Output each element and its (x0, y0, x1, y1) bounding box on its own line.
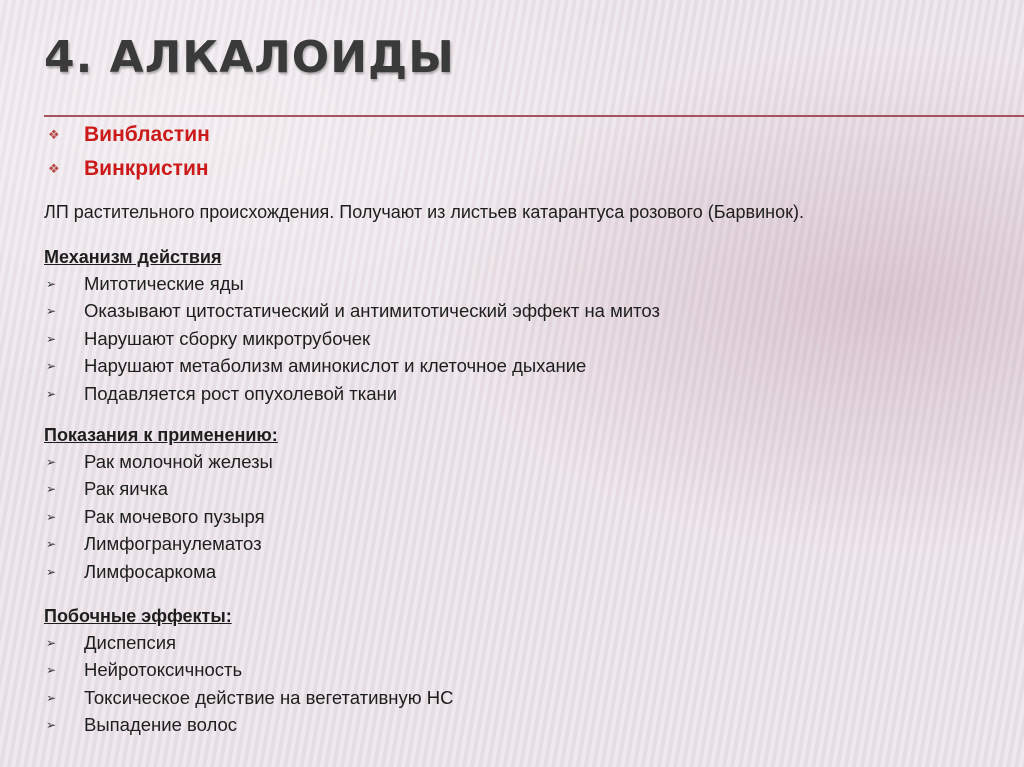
list-item (44, 476, 278, 504)
list-item-text: Рак молочной железы (84, 450, 273, 472)
list-item-text: Подавляется рост опухолевой ткани (84, 382, 398, 404)
list-item-text: Лимфогранулематоз (84, 533, 262, 555)
list-item-text: Диспепсия (84, 631, 177, 653)
arrow-icon: ➢ (46, 482, 57, 497)
list-item (44, 657, 454, 685)
list-item-text: Нейротоксичность (84, 659, 243, 681)
arrow-icon: ➢ (46, 690, 57, 705)
arrow-icon: ➢ (46, 359, 57, 374)
list-item (44, 712, 454, 740)
list-item-text: Рак мочевого пузыря (84, 505, 265, 527)
diamond-icon: ❖ (48, 161, 60, 176)
list-item (44, 629, 454, 657)
list-item-text: Нарушают сборку микротрубочек (84, 327, 371, 349)
arrow-icon: ➢ (46, 331, 57, 346)
list-item (44, 448, 278, 476)
arrow-icon: ➢ (46, 454, 57, 469)
section-heading: Механизм действия (44, 247, 222, 267)
drug-name: Винбластин (84, 123, 210, 146)
list-item (44, 353, 660, 381)
list-item (44, 684, 454, 712)
list-item (44, 503, 278, 531)
list-item (44, 325, 660, 353)
list-item (44, 270, 660, 298)
list-item-text: Митотические яды (84, 272, 244, 294)
slide-title: 4. АЛКАЛОИДЫ (44, 32, 455, 83)
arrow-icon: ➢ (46, 509, 57, 524)
section-heading: Показания к применению: (44, 425, 278, 445)
bullet-list (44, 270, 660, 408)
drug-item (44, 152, 210, 186)
list-item (44, 558, 278, 586)
drug-list (44, 118, 210, 186)
description: ЛП растительного происхождения. Получают из листьев катарантуса розового (Барвинок). (44, 202, 804, 222)
arrow-icon: ➢ (46, 304, 57, 319)
section-mechanism (44, 244, 660, 408)
drug-item (44, 118, 210, 152)
list-item (44, 531, 278, 559)
arrow-icon: ➢ (46, 663, 57, 678)
section-indications (44, 422, 278, 586)
list-item-text: Лимфосаркома (84, 560, 217, 582)
section-side-effects (44, 603, 454, 739)
list-item-text: Рак яичка (84, 478, 169, 500)
list-item-text: Токсическое действие на вегетативную НС (84, 686, 454, 708)
title-divider (44, 115, 1024, 117)
list-item (44, 380, 660, 408)
bullet-list (44, 448, 278, 586)
arrow-icon: ➢ (46, 386, 57, 401)
arrow-icon: ➢ (46, 718, 57, 733)
arrow-icon: ➢ (46, 537, 57, 552)
section-heading: Побочные эффекты: (44, 606, 232, 626)
list-item-text: Выпадение волос (84, 714, 238, 736)
diamond-icon: ❖ (48, 127, 60, 142)
arrow-icon: ➢ (46, 276, 57, 291)
list-item-text: Оказывают цитостатический и антимитотический эффект на митоз (84, 300, 660, 322)
list-item (44, 298, 660, 326)
list-item-text: Нарушают метаболизм аминокислот и клеточное дыхание (84, 355, 587, 377)
arrow-icon: ➢ (46, 635, 57, 650)
bullet-list (44, 629, 454, 739)
drug-name: Винкристин (84, 157, 209, 180)
arrow-icon: ➢ (46, 564, 57, 579)
